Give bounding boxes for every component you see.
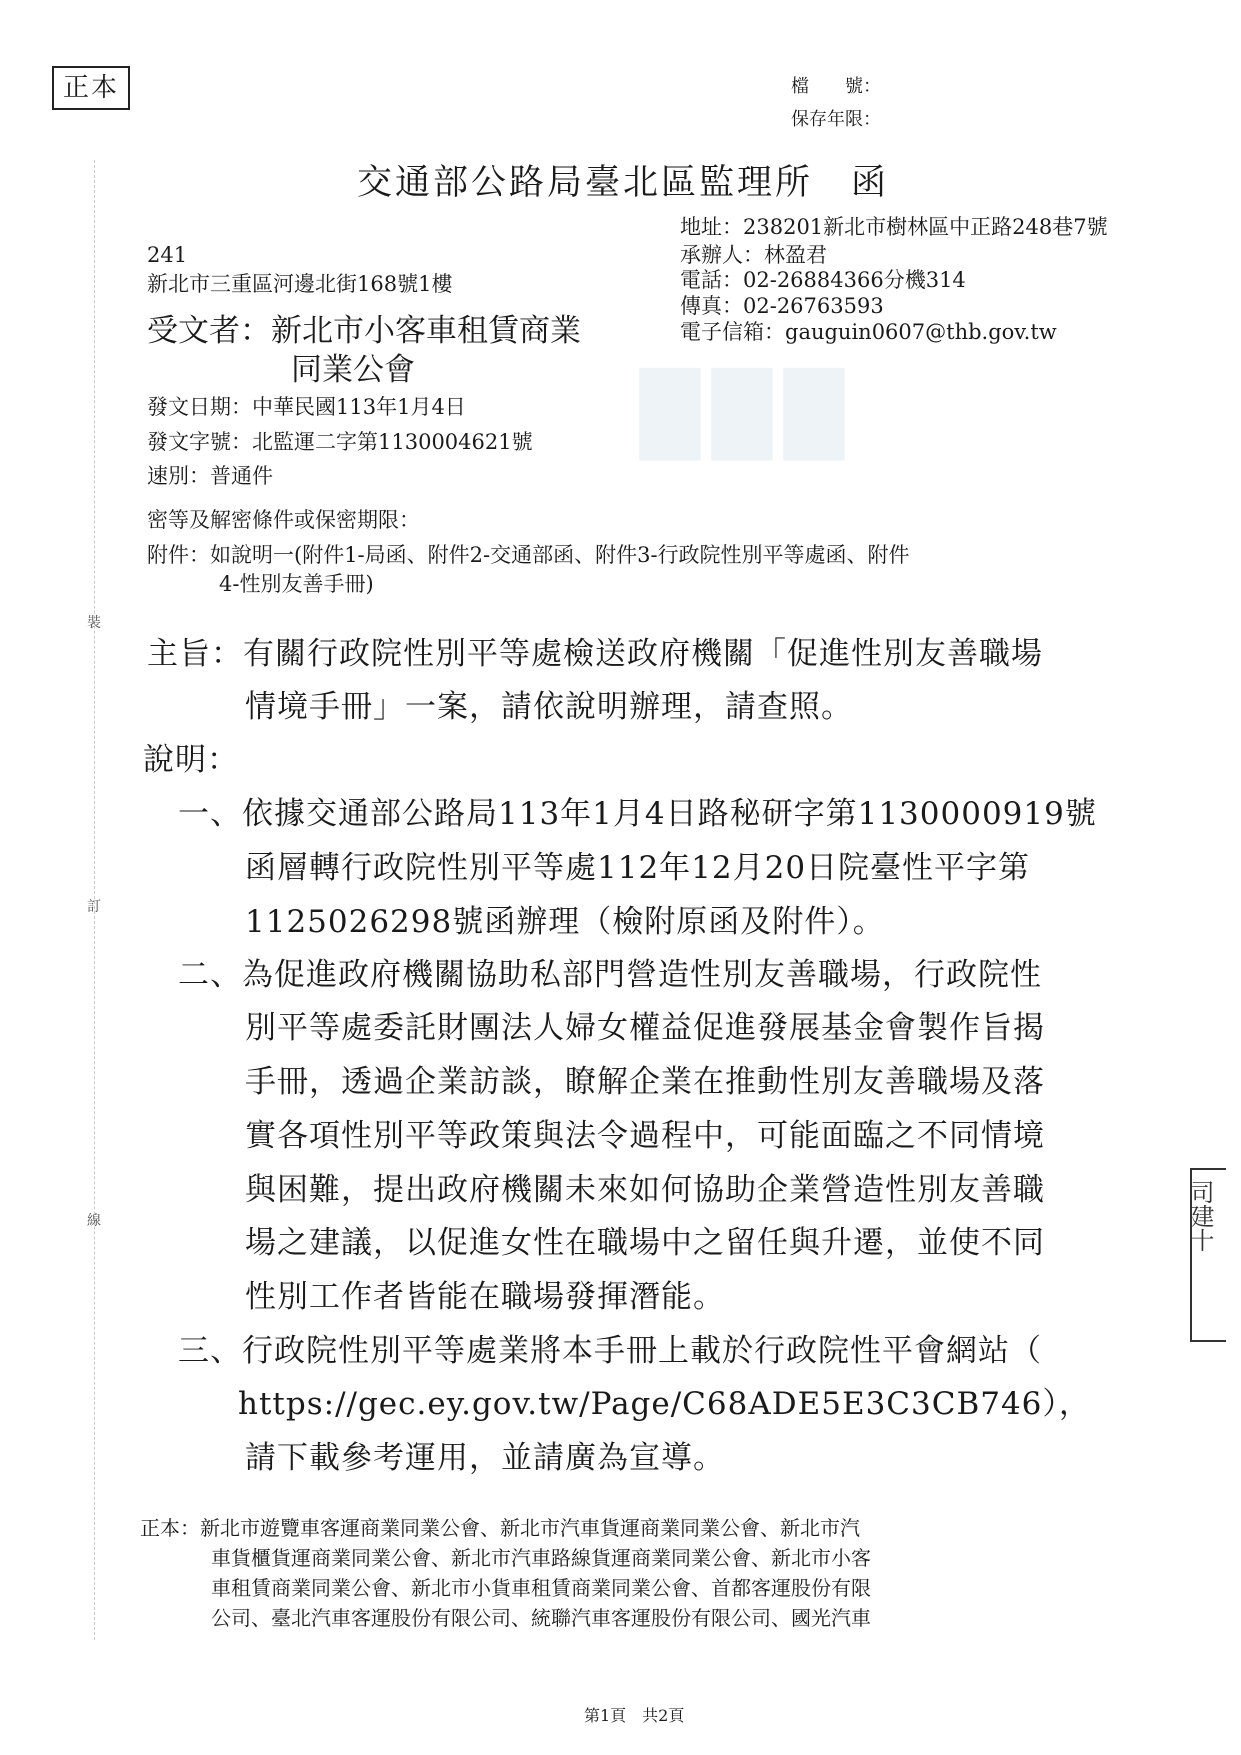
recipient-postal-code: 241 bbox=[147, 243, 188, 267]
delivery-speed: 速別：普通件 bbox=[147, 464, 273, 488]
sender-email: 電子信箱：gauguin0607@thb.gov.tw bbox=[680, 320, 1057, 344]
subject-line-2: 情境手冊」一案，請依說明辦理，請查照。 bbox=[245, 689, 853, 725]
page-number: 第1頁 共2頁 bbox=[584, 1706, 685, 1725]
item-three-line-1: 三、行政院性別平等處業將本手冊上載於行政院性平會網站（ bbox=[178, 1333, 1042, 1369]
item-one-line-3: 1125026298號函辦理（檢附原函及附件）。 bbox=[245, 904, 885, 940]
item-two-line-5: 與困難，提出政府機關未來如何協助企業營造性別友善職 bbox=[245, 1172, 1045, 1208]
watermark-seal: ███ bbox=[640, 370, 856, 460]
issue-date: 發文日期：中華民國113年1月4日 bbox=[147, 395, 466, 419]
sender-phone: 電話：02-26884366分機314 bbox=[680, 268, 966, 292]
item-two-line-6: 場之建議，以促進女性在職場中之留任與升遷，並使不同 bbox=[245, 1225, 1045, 1261]
cc-line-4: 公司、臺北汽車客運股份有限公司、統聯汽車客運股份有限公司、國光汽車 bbox=[211, 1606, 871, 1630]
item-three-url: https://gec.ey.gov.tw/Page/C68ADE5E3C3CB746）， bbox=[238, 1386, 1091, 1422]
sender-address: 地址：238201新北市樹林區中正路248巷7號 bbox=[680, 215, 1108, 239]
original-copy-stamp: 正本 bbox=[52, 66, 130, 110]
item-two-line-4: 實各項性別平等政策與法令過程中，可能面臨之不同情境 bbox=[245, 1118, 1045, 1154]
cc-line-1: 正本：新北市遊覽車客運商業同業公會、新北市汽車貨運商業同業公會、新北市汽 bbox=[140, 1516, 860, 1540]
cc-line-3: 車租賃商業同業公會、新北市小貨車租賃商業同業公會、首都客運股份有限 bbox=[211, 1576, 871, 1600]
binding-mark-top: 裝 bbox=[87, 615, 101, 631]
subject-line-1: 主旨：有關行政院性別平等處檢送政府機關「促進性別友善職場 bbox=[147, 636, 1043, 672]
file-number-label: 檔 號： bbox=[791, 76, 881, 97]
binding-mark-bottom: 線 bbox=[87, 1213, 101, 1229]
item-two-line-7: 性別工作者皆能在職場發揮潛能。 bbox=[245, 1279, 725, 1315]
item-two-line-2: 別平等處委託財團法人婦女權益促進發展基金會製作旨揭 bbox=[245, 1010, 1045, 1046]
sender-handler: 承辦人：林盈君 bbox=[680, 243, 827, 267]
recipient-name-line2: 同業公會 bbox=[291, 352, 415, 388]
cc-line-2: 車貨櫃貨運商業同業公會、新北市汽車路線貨運商業同業公會、新北市小客 bbox=[211, 1546, 871, 1570]
item-one-line-1: 一、依據交通部公路局113年1月4日路秘研字第1130000919號 bbox=[178, 796, 1097, 832]
item-one-line-2: 函層轉行政院性別平等處112年12月20日院臺性平字第 bbox=[245, 850, 1031, 886]
secrecy-level: 密等及解密條件或保密期限： bbox=[147, 508, 420, 532]
binding-mark-middle: 訂 bbox=[87, 899, 101, 915]
attachment-line-1: 附件：如說明一(附件1-局函、附件2-交通部函、附件3-行政院性別平等處函、附件 bbox=[147, 543, 910, 567]
recipient-name-line1: 受文者：新北市小客車租賃商業 bbox=[147, 313, 581, 349]
item-two-line-3: 手冊，透過企業訪談，瞭解企業在推動性別友善職場及落 bbox=[245, 1064, 1045, 1100]
attachment-line-2: 4-性別友善手冊) bbox=[219, 572, 374, 596]
side-stamp-text: 司建十 bbox=[1186, 1180, 1214, 1252]
retention-period-label: 保存年限： bbox=[791, 109, 881, 130]
recipient-address: 新北市三重區河邊北街168號1樓 bbox=[147, 272, 453, 296]
explanation-label: 說明： bbox=[143, 742, 239, 778]
document-title: 交通部公路局臺北區監理所 函 bbox=[357, 163, 890, 203]
item-three-line-3: 請下載參考運用，並請廣為宣導。 bbox=[245, 1440, 725, 1476]
document-number: 發文字號：北監運二字第1130004621號 bbox=[147, 430, 533, 454]
sender-fax: 傳真：02-26763593 bbox=[680, 294, 884, 318]
item-two-line-1: 二、為促進政府機關協助私部門營造性別友善職場，行政院性 bbox=[178, 957, 1042, 993]
